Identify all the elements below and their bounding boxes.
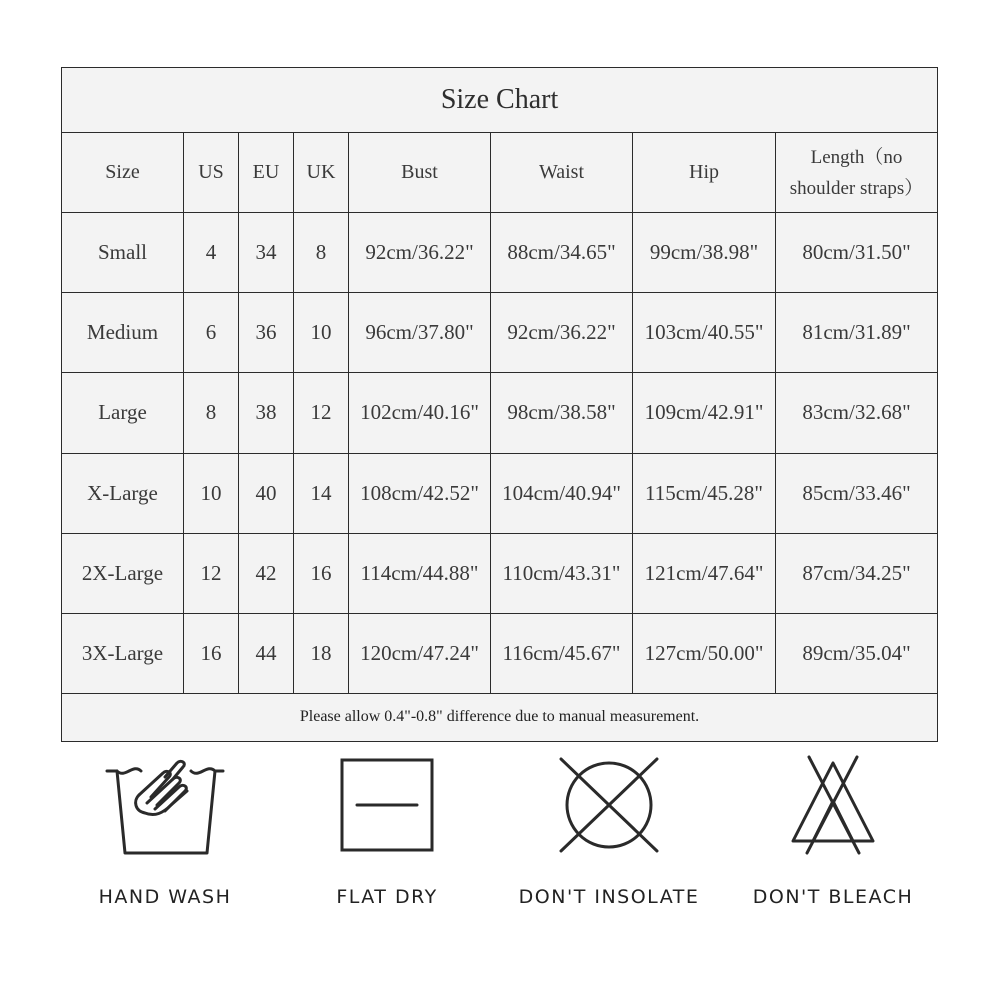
header-length-line2: shoulder straps） [789, 177, 924, 199]
cell-bust: 92cm/36.22" [349, 213, 491, 293]
cell-us: 8 [184, 373, 239, 453]
table-row [62, 373, 938, 453]
header-hip: Hip [633, 133, 776, 213]
cell-hip: 121cm/47.64" [633, 533, 776, 613]
cell-waist: 98cm/38.58" [491, 373, 633, 453]
care-label-dont-insolate: DON'T INSOLATE [518, 886, 700, 908]
header-bust: Bust [349, 133, 491, 213]
cell-size: Small [62, 213, 184, 293]
header-eu: EU [239, 133, 294, 213]
cell-uk: 10 [294, 293, 349, 373]
cell-size: X-Large [62, 453, 184, 533]
table-row [62, 613, 938, 693]
cell-size: 2X-Large [62, 533, 184, 613]
size-chart-title: Size Chart [62, 68, 938, 133]
care-item-dont-insolate [499, 745, 719, 975]
cell-eu: 38 [239, 373, 294, 453]
hand-wash-icon [103, 755, 227, 861]
cell-bust: 96cm/37.80" [349, 293, 491, 373]
table-row [62, 453, 938, 533]
header-waist: Waist [491, 133, 633, 213]
care-instructions [0, 745, 1000, 975]
table-row [62, 213, 938, 293]
cell-eu: 40 [239, 453, 294, 533]
dont-insolate-icon [555, 755, 663, 855]
care-item-dont-bleach [723, 745, 943, 975]
cell-bust: 114cm/44.88" [349, 533, 491, 613]
cell-eu: 36 [239, 293, 294, 373]
header-us: US [184, 133, 239, 213]
cell-hip: 115cm/45.28" [633, 453, 776, 533]
header-length [776, 133, 938, 213]
cell-eu: 44 [239, 613, 294, 693]
cell-bust: 120cm/47.24" [349, 613, 491, 693]
cell-waist: 116cm/45.67" [491, 613, 633, 693]
cell-size: Medium [62, 293, 184, 373]
cell-us: 12 [184, 533, 239, 613]
header-row [62, 133, 938, 213]
cell-hip: 109cm/42.91" [633, 373, 776, 453]
care-item-hand-wash [55, 745, 275, 975]
cell-waist: 110cm/43.31" [491, 533, 633, 613]
measurement-note: Please allow 0.4"-0.8" difference due to manual measurement. [62, 693, 938, 741]
cell-hip: 103cm/40.55" [633, 293, 776, 373]
care-label-flat-dry: FLAT DRY [336, 886, 438, 908]
dont-bleach-icon [787, 755, 879, 855]
table-row [62, 293, 938, 373]
cell-bust: 102cm/40.16" [349, 373, 491, 453]
care-label-hand-wash: HAND WASH [98, 886, 232, 908]
cell-us: 4 [184, 213, 239, 293]
header-size: Size [62, 133, 184, 213]
cell-uk: 14 [294, 453, 349, 533]
cell-uk: 16 [294, 533, 349, 613]
cell-length: 87cm/34.25" [776, 533, 938, 613]
table-row [62, 533, 938, 613]
header-uk: UK [294, 133, 349, 213]
cell-waist: 92cm/36.22" [491, 293, 633, 373]
cell-length: 89cm/35.04" [776, 613, 938, 693]
cell-eu: 34 [239, 213, 294, 293]
cell-size: Large [62, 373, 184, 453]
cell-uk: 8 [294, 213, 349, 293]
header-length-line1: Length（no [810, 146, 903, 168]
care-label-dont-bleach: DON'T BLEACH [752, 886, 914, 908]
cell-waist: 88cm/34.65" [491, 213, 633, 293]
cell-eu: 42 [239, 533, 294, 613]
cell-bust: 108cm/42.52" [349, 453, 491, 533]
cell-size: 3X-Large [62, 613, 184, 693]
cell-length: 81cm/31.89" [776, 293, 938, 373]
cell-us: 16 [184, 613, 239, 693]
flat-dry-icon [337, 755, 437, 855]
cell-us: 6 [184, 293, 239, 373]
cell-hip: 99cm/38.98" [633, 213, 776, 293]
cell-us: 10 [184, 453, 239, 533]
size-chart-table [61, 67, 938, 742]
cell-length: 83cm/32.68" [776, 373, 938, 453]
cell-uk: 12 [294, 373, 349, 453]
cell-length: 85cm/33.46" [776, 453, 938, 533]
care-item-flat-dry [277, 745, 497, 975]
cell-hip: 127cm/50.00" [633, 613, 776, 693]
cell-length: 80cm/31.50" [776, 213, 938, 293]
cell-uk: 18 [294, 613, 349, 693]
cell-waist: 104cm/40.94" [491, 453, 633, 533]
